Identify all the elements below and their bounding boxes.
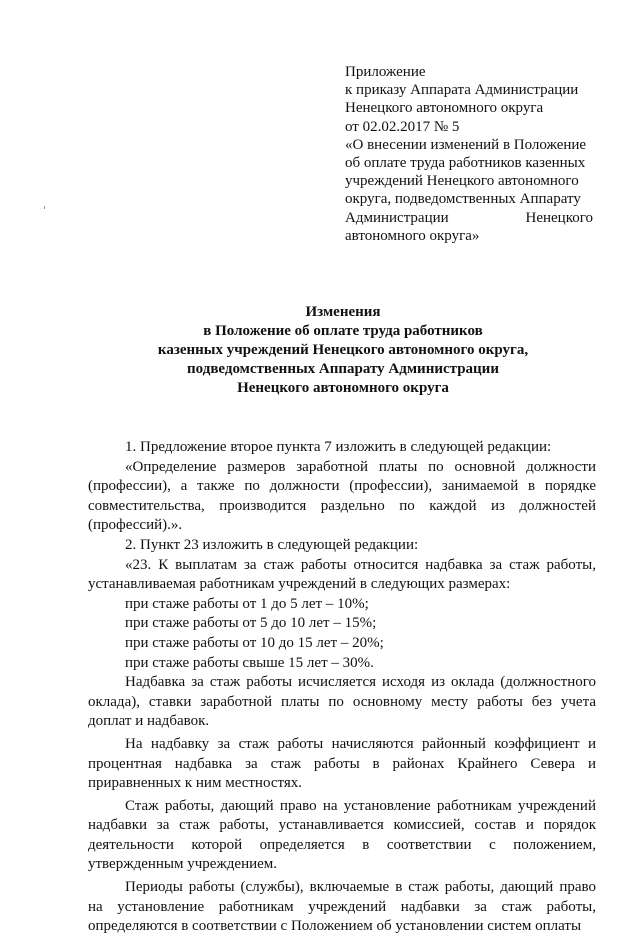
title-line: казенных учреждений Ненецкого автономного округа, [157,342,529,358]
appendix-line: Администрации Ненецкого [345,209,593,226]
title-line: Ненецкого автономного округа [237,380,449,396]
paragraph: 1. Предложение второе пункта 7 изложить в следующей редакции: [125,439,552,455]
title-line: подведомственных Аппарату Администрации [187,361,499,377]
margin-mark [44,206,45,209]
appendix-line: Ненецкого автономного округа [345,100,544,117]
appendix-header [345,63,593,245]
appendix-line: «О внесении изменений в Положение [345,136,587,153]
document-title [88,303,598,398]
paragraph: «Определение размеров заработной платы по основной должности (профессии), а также по должности (профессии), занимаемой в порядке совместительства, производится раздельно по каждой из должностей (профессий).». [88,458,596,534]
appendix-line: об оплате труда работников казенных [345,155,586,172]
paragraph: при стаже работы свыше 15 лет – 30%. [125,654,374,671]
paragraph: при стаже работы от 10 до 15 лет – 20%; [125,634,384,651]
title-line: Изменения [305,304,381,320]
appendix-line: учреждений Ненецкого автономного [345,173,579,190]
appendix-line: от 02.02.2017 № 5 [345,118,460,135]
paragraph: На надбавку за стаж работы начисляются районный коэффициент и процентная надбавка за стаж работы в районах Крайнего Севера и приравненных к ним местностях. [88,735,596,792]
appendix-line: к приказу Аппарата Администрации [345,82,579,99]
paragraph: Надбавка за стаж работы исчисляется исходя из оклада (должностного оклада), ставки заработной платы по основному месту работы без учета доплат и надбавок. [88,674,596,730]
paragraph: «23. К выплатам за стаж работы относится надбавка за стаж работы, устанавливаемая работникам учреждений в следующих размерах: [88,556,596,593]
paragraph: Периоды работы (службы), включаемые в стаж работы, дающий право на установление работникам учреждений надбавки за стаж работы, определяются в соответствии с Положением об установлении систем оплаты [88,879,596,935]
paragraph: при стаже работы от 1 до 5 лет – 10%; [125,595,369,612]
document-body [88,438,596,937]
paragraph: при стаже работы от 5 до 10 лет – 15%; [125,615,377,632]
appendix-line: Приложение [345,64,426,80]
title-line: в Положение об оплате труда работников [203,323,483,339]
appendix-line: автономного округа» [345,227,480,244]
paragraph: 2. Пункт 23 изложить в следующей редакции: [125,536,419,553]
paragraph: Стаж работы, дающий право на установление работникам учреждений надбавки за стаж работы, устанавливается комиссией, состав и порядок деятельности которой определяется в соответствии с положением, утвержденным учреждением. [88,797,596,873]
appendix-line: округа, подведомственных Аппарату [345,191,581,208]
